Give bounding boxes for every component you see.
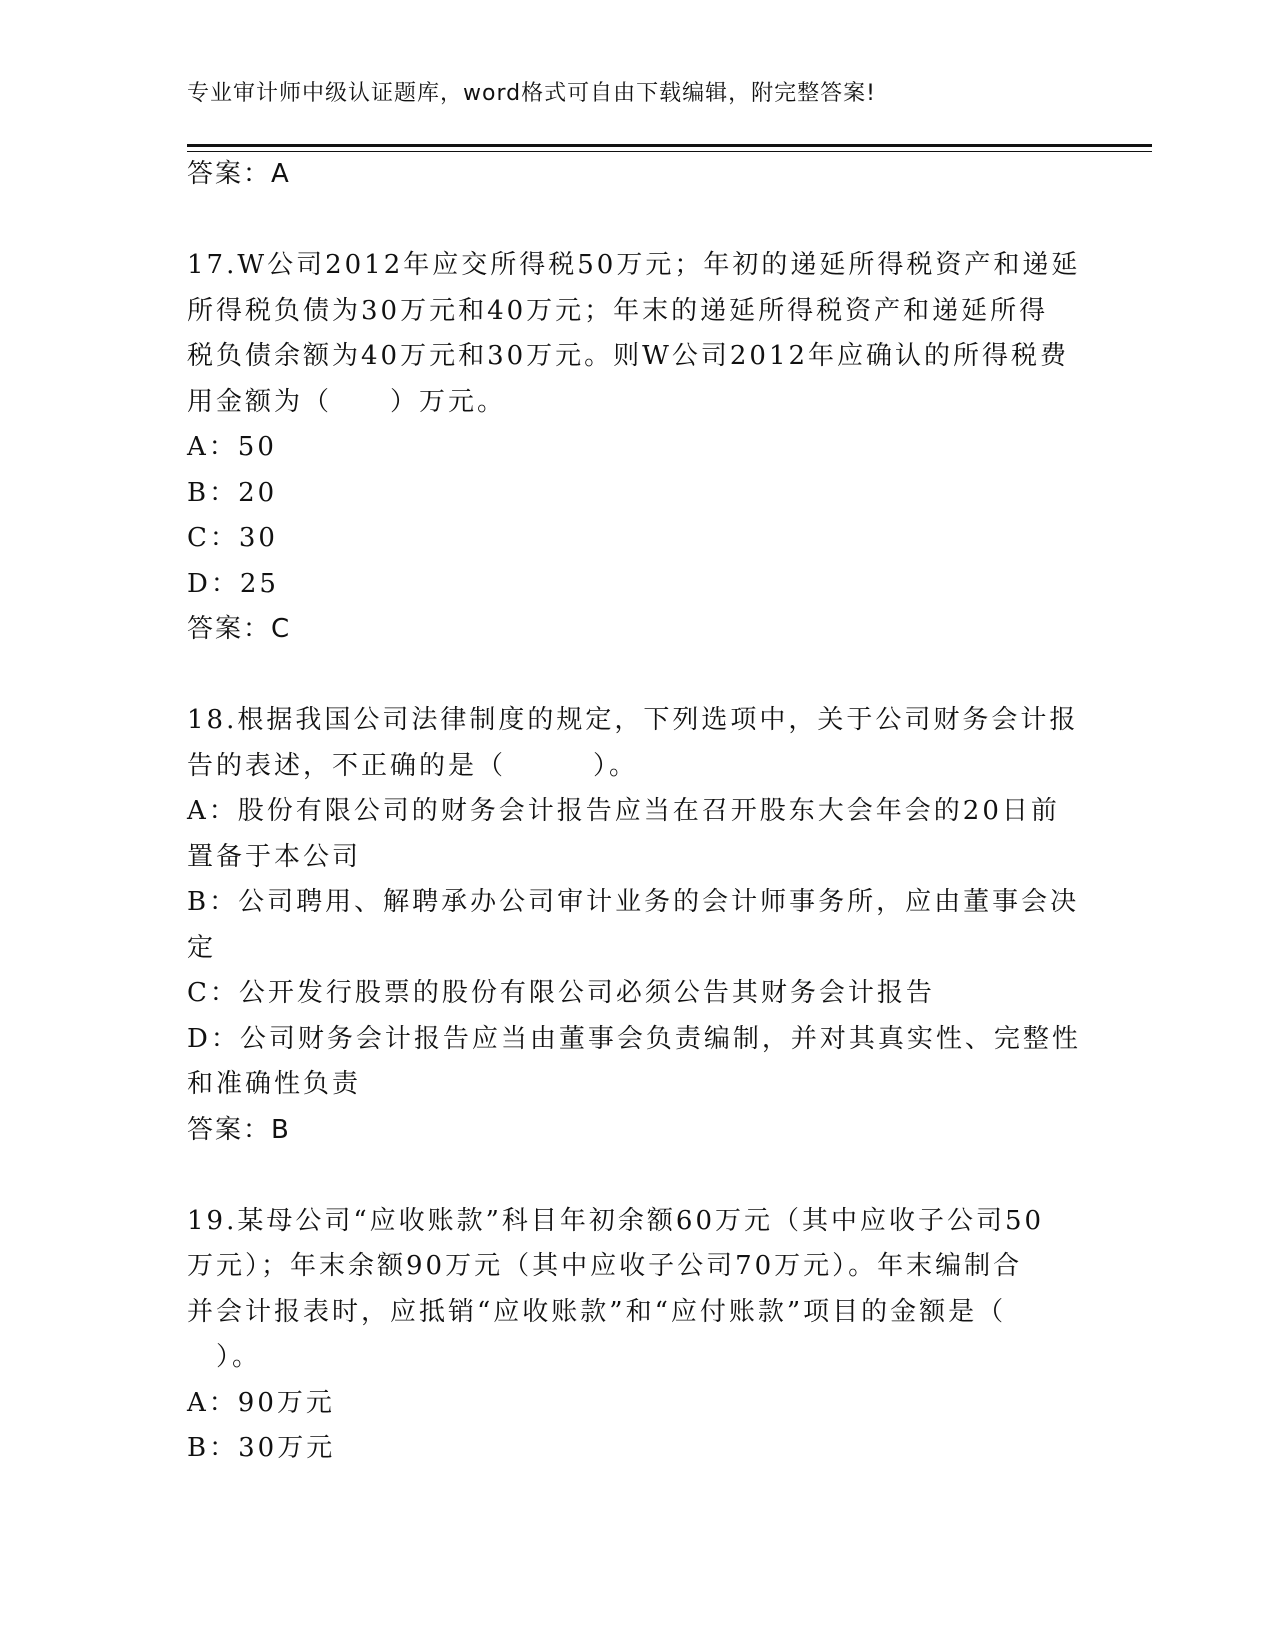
- header-rule-thick: [187, 144, 1152, 147]
- question-text-line: 税负债余额为40万元和30万元。则W公司2012年应确认的所得税费: [187, 341, 1070, 371]
- question-text-line: ）。: [187, 1342, 262, 1372]
- page-header: 专业审计师中级认证题库，word格式可自由下载编辑，附完整答案!: [187, 81, 876, 106]
- question-text-line: 告的表述，不正确的是（ ）。: [187, 750, 639, 781]
- option-a: A：90万元: [187, 1387, 335, 1418]
- option-c: C：公开发行股票的股份有限公司必须公告其财务会计报告: [187, 978, 935, 1008]
- question-text-line: 18.根据我国公司法律制度的规定，下列选项中，关于公司财务会计报: [187, 705, 1079, 735]
- question-18: [187, 698, 1081, 1153]
- option-c: C：30: [187, 523, 278, 553]
- question-17: [187, 243, 1081, 653]
- option-a: A：股份有限公司的财务会计报告应当在召开股东大会年会的20日前: [187, 796, 1060, 826]
- question-text-line: 所得税负债为30万元和40万元；年末的递延所得税资产和递延所得: [187, 295, 1049, 326]
- question-text-line: 用金额为（ ）万元。: [187, 386, 507, 417]
- option-b: B：30万元: [187, 1433, 336, 1463]
- question-text-line: 19.某母公司“应收账款”科目年初余额60万元（其中应收子公司50: [187, 1205, 1045, 1236]
- option-b-continued: 定: [187, 932, 217, 963]
- question-text-line: 并会计报表时，应抵销“应收账款”和“应付账款”项目的金额是（: [187, 1296, 1007, 1327]
- option-a-continued: 置备于本公司: [187, 841, 362, 872]
- question-text-line: 17.W公司2012年应交所得税50万元；年初的递延所得税资产和递延: [187, 250, 1081, 280]
- option-d-continued: 和准确性负责: [187, 1069, 362, 1099]
- question-content: [187, 152, 1081, 1472]
- answer: 答案：C: [187, 614, 292, 644]
- question-19: [187, 1199, 1077, 1472]
- question-text-line: 万元）；年末余额90万元（其中应收子公司70万元）。年末编制合: [187, 1251, 1023, 1281]
- option-d: D：公司财务会计报告应当由董事会负责编制，并对其真实性、完整性: [187, 1023, 1081, 1054]
- option-b: B：20: [187, 477, 278, 508]
- answer: 答案：B: [187, 1114, 291, 1145]
- option-a: A：50: [187, 432, 277, 462]
- option-d: D：25: [187, 568, 279, 599]
- option-b: B：公司聘用、解聘承办公司审计业务的会计师事务所，应由董事会决: [187, 887, 1080, 917]
- previous-answer: 答案：A: [187, 159, 291, 189]
